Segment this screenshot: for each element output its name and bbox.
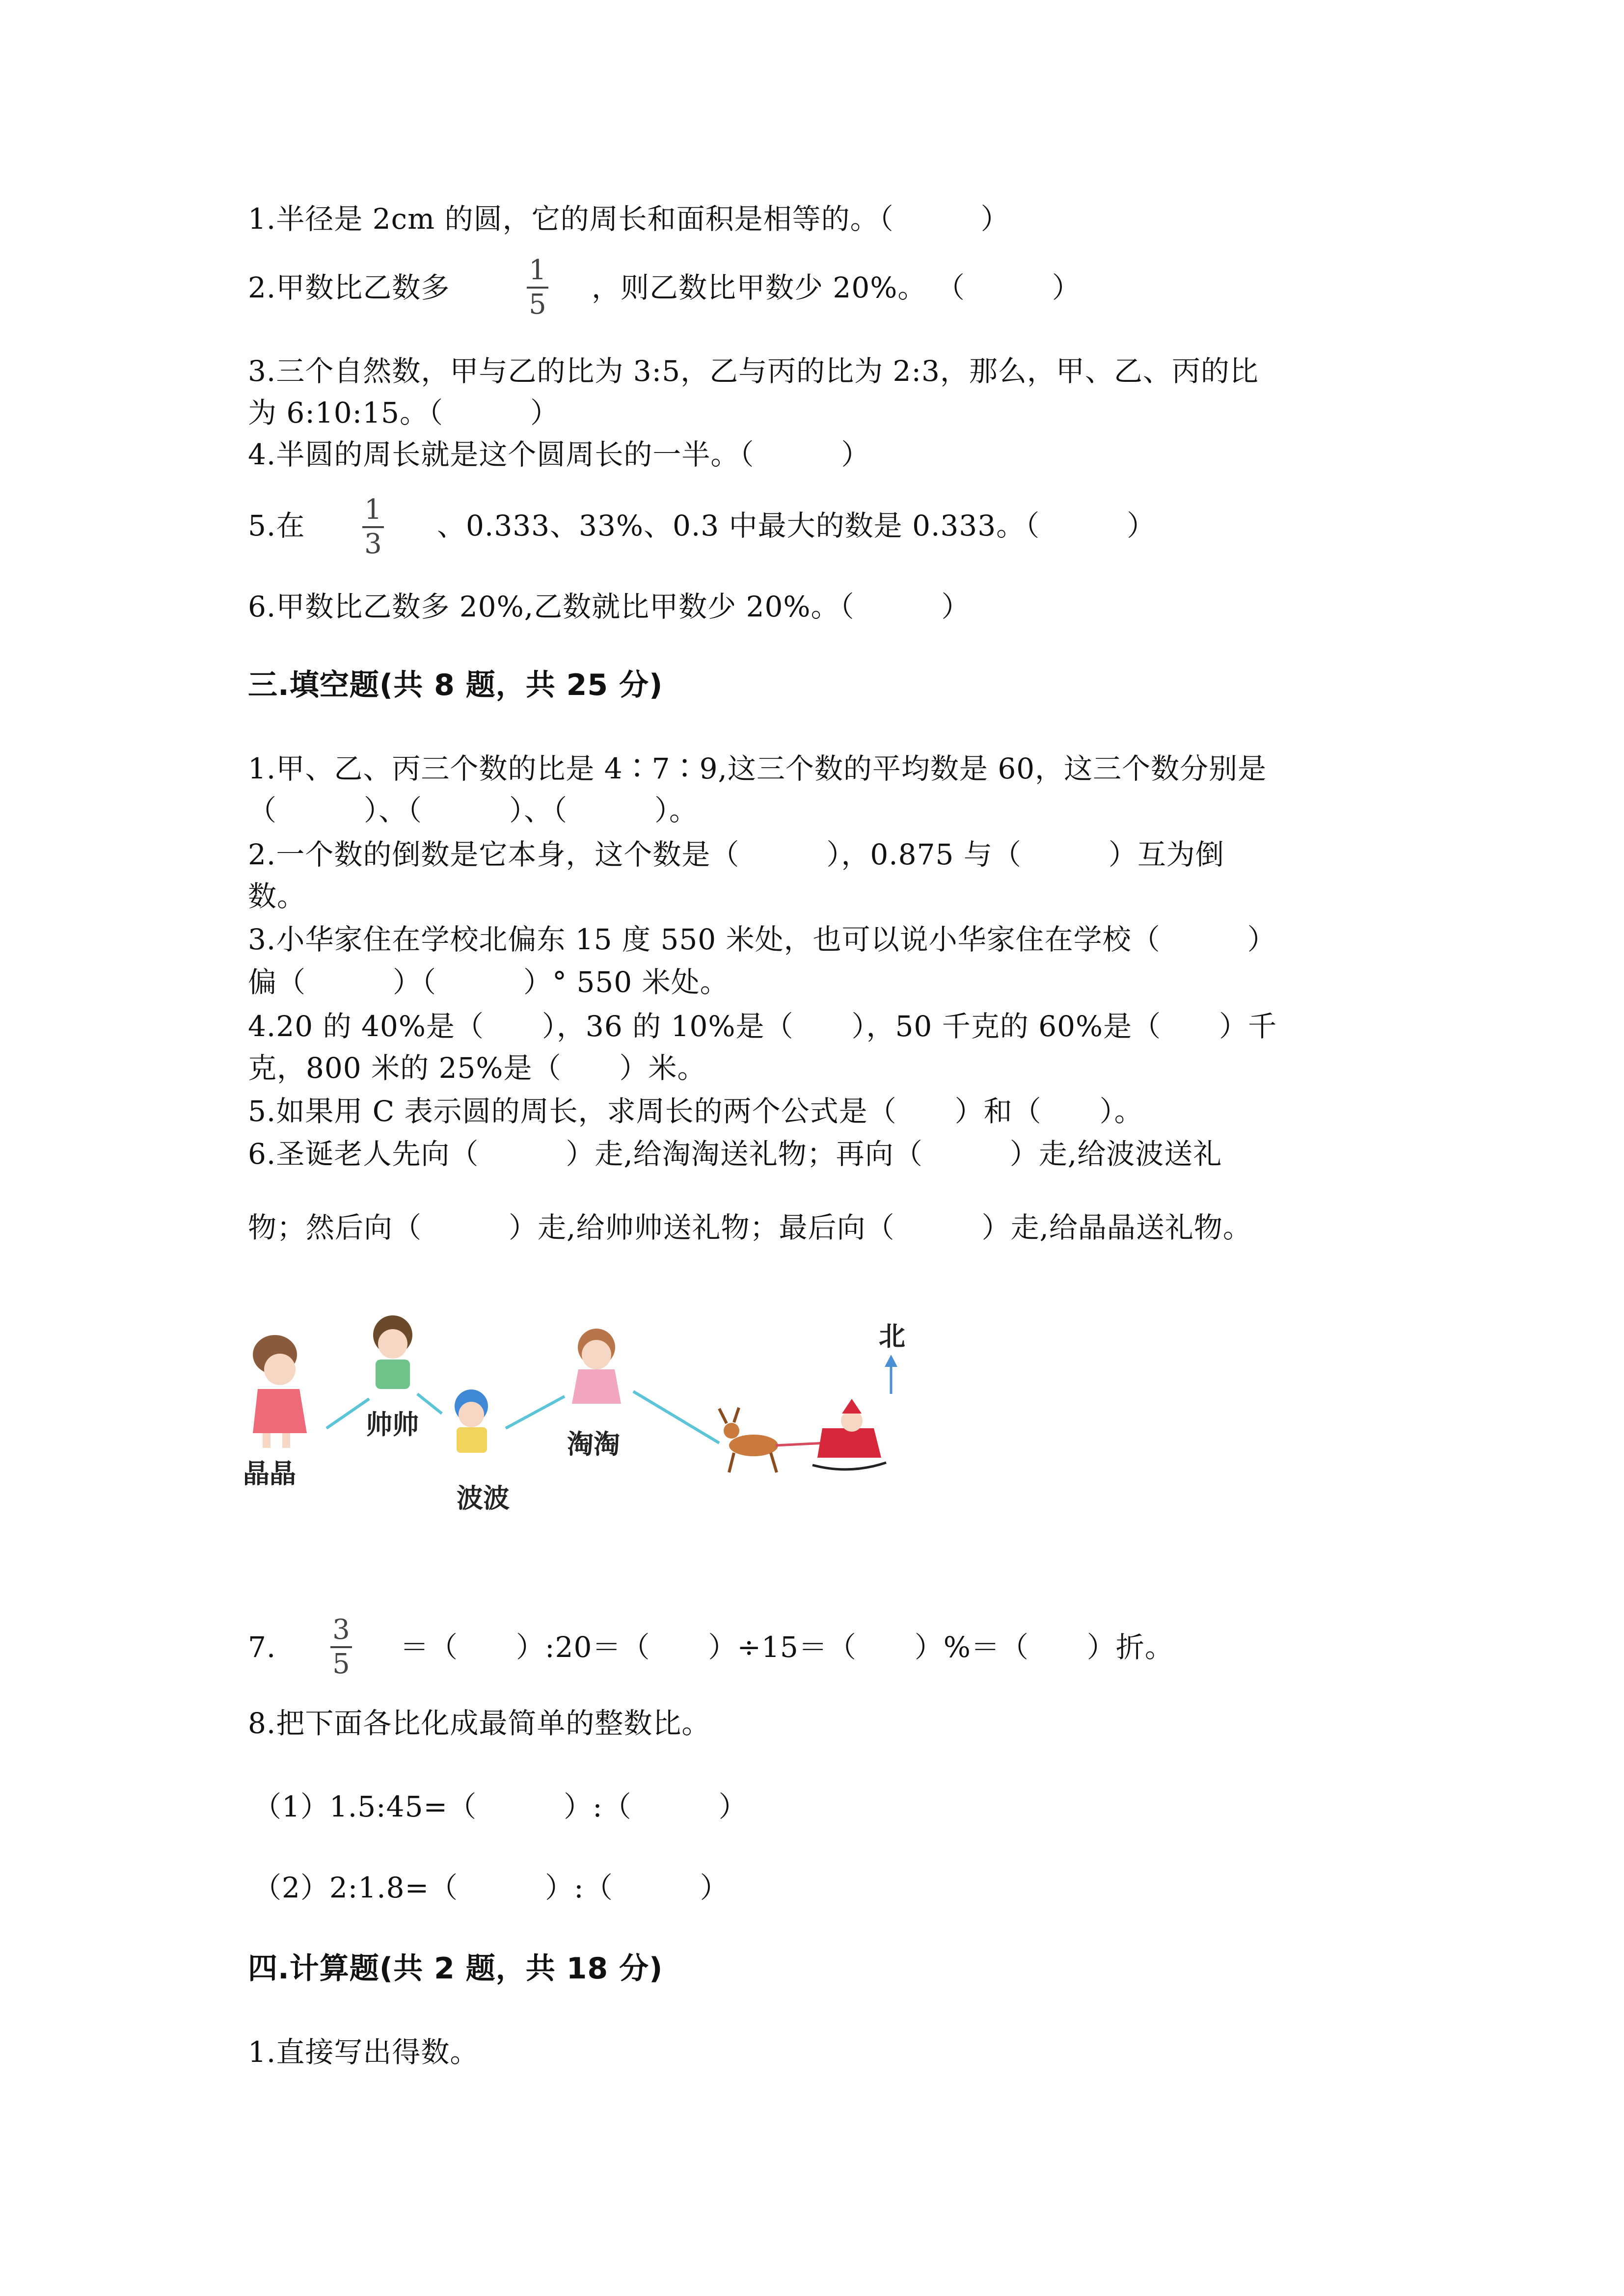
fill-q2-line1: 2.一个数的倒数是它本身，这个数是（ ），0.875 与（ ）互为倒 (248, 838, 1224, 871)
bobo-figure (455, 1389, 488, 1453)
fill-q3-line2: 偏（ ）（ ）° 550 米处。 (248, 965, 729, 999)
direction-scene (241, 1306, 918, 1531)
judge-q2-rest: ，则乙数比甲数少 20%。 （ ） (592, 271, 1081, 304)
label-bobo: 波波 (457, 1483, 510, 1514)
judge-q3-line2: 为 6:10:15。（ ） (248, 396, 560, 429)
fill-q4-line1: 4.20 的 40%是（ ），36 的 10%是（ ），50 千克的 60%是（ ）千 (248, 1010, 1277, 1043)
fill-q2-line2: 数。 (248, 880, 306, 913)
fill-q4-line2: 克，800 米的 25%是（ ）米。 (248, 1051, 706, 1085)
fraction-1-5: 1 5 (520, 255, 555, 320)
jingjing-figure (253, 1335, 307, 1448)
path-shuaishuai-bobo (417, 1394, 442, 1414)
fraction-1-3: 1 3 (356, 495, 390, 560)
fill-q1-line1: 1.甲、乙、丙三个数的比是 4∶7∶9,这三个数的平均数是 60，这三个数分别是 (248, 752, 1267, 785)
section3-heading: 三.填空题(共 8 题，共 25 分) (248, 668, 663, 702)
santa-sleigh (719, 1399, 886, 1472)
fill-q8-part1: （1）1.5:45=（ ）:（ ） (253, 1790, 748, 1823)
judge-q6: 6.甲数比乙数多 20%,乙数就比甲数少 20%。（ ） (248, 590, 971, 623)
judge-q1: 1.半径是 2cm 的圆，它的周长和面积是相等的。（ ） (248, 202, 1010, 236)
path-taotao-santa (633, 1391, 719, 1443)
section4-heading: 四.计算题(共 2 题，共 18 分) (248, 1951, 663, 1986)
judge-q3-line1: 3.三个自然数，甲与乙的比为 3:5，乙与丙的比为 2:3，那么，甲、乙、丙的比 (248, 354, 1259, 388)
fraction-3-5: 3 5 (324, 1615, 358, 1680)
label-north: 北 (879, 1321, 905, 1352)
judge-q5: 5.在 (248, 509, 305, 542)
fill-q8-title: 8.把下面各比化成最简单的整数比。 (248, 1707, 711, 1740)
label-taotao: 淘淘 (567, 1429, 620, 1460)
judge-q2: 2.甲数比乙数多 (248, 271, 450, 304)
shuaishuai-figure (373, 1315, 412, 1389)
fill-q3-line1: 3.小华家住在学校北偏东 15 度 550 米处，也可以说小华家住在学校（ ） (248, 923, 1276, 956)
path-jingjing-shuaishuai (326, 1399, 369, 1428)
fill-q6-line1: 6.圣诞老人先向（ ）走,给淘淘送礼物；再向（ ）走,给波波送礼 (248, 1137, 1222, 1171)
judge-q4: 4.半圆的周长就是这个圆周长的一半。（ ） (248, 438, 870, 471)
fill-q7: 7. (248, 1630, 276, 1664)
fill-q6-line2: 物；然后向（ ）走,给帅帅送礼物；最后向（ ）走,给晶晶送礼物。 (248, 1211, 1252, 1244)
north-arrow-icon (885, 1355, 897, 1394)
label-jingjing: 晶晶 (243, 1458, 296, 1489)
path-bobo-taotao (506, 1396, 565, 1428)
taotao-figure (572, 1329, 621, 1404)
judge-q5-rest: 、0.333、33%、0.3 中最大的数是 0.333。（ ） (437, 509, 1156, 542)
label-shuaishuai: 帅帅 (366, 1409, 419, 1440)
calc-q1: 1.直接写出得数。 (248, 2035, 479, 2069)
fill-q7-rest: ＝（ ）:20＝（ ）÷15＝（ ）%＝（ ）折。 (400, 1630, 1174, 1664)
fill-q8-part2: （2）2:1.8=（ ）:（ ） (253, 1871, 729, 1904)
fill-q5: 5.如果用 C 表示圆的周长，求周长的两个公式是（ ）和（ ）。 (248, 1095, 1143, 1128)
fill-q1-line2: （ ）、（ ）、（ ）。 (248, 794, 699, 827)
scene-drawing (241, 1306, 918, 1531)
